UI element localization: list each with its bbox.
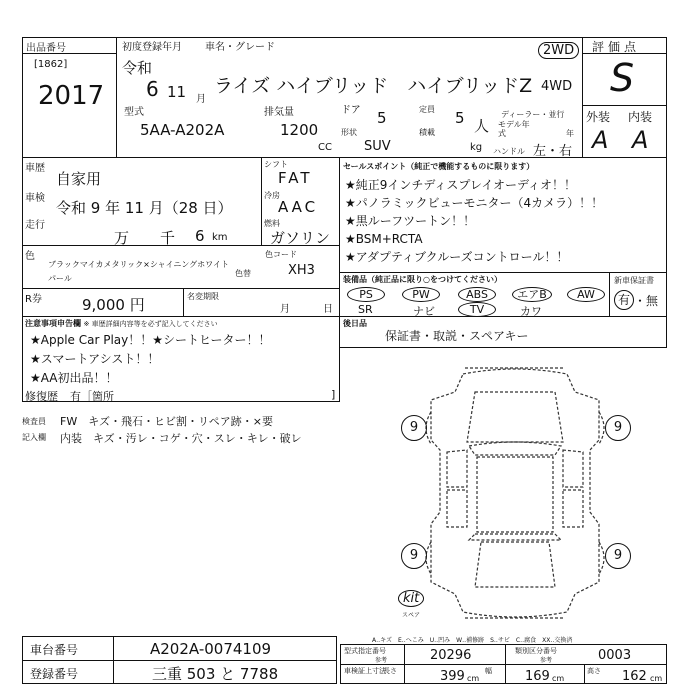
interior-legend: 内装 キズ・汚レ・コゲ・穴・スレ・キレ・破レ [60,432,302,445]
tire-rl: 9 [401,543,427,569]
month-unit: 月 [196,94,206,105]
deadline-label: 名変期限 [187,292,219,301]
equip-airbag: エアB [512,287,552,302]
chassis: A202A-0074109 [150,640,272,658]
width-unit: cm [552,674,565,683]
later-title: 後日品 [343,319,367,328]
fw-legend: FW キズ・飛石・ヒビ割・リペア跡・×要 [60,415,273,428]
plate: 三重 503 と 7788 [152,665,279,683]
width: 169 [525,669,550,684]
lot-number: 2017 [38,81,105,111]
color-code-label: 色コード [265,250,297,259]
color-type-label: 色替 [235,269,251,278]
sales-point: ★アダプティブクルーズコントロール！！ [345,250,569,264]
note-line: ★スマートアシスト！！ [30,352,160,366]
model-year-label: モデル年式 [498,120,530,138]
tire-fr: 9 [605,415,631,441]
cc-label: CC [318,142,332,153]
equip-pw: PW [402,287,440,302]
shape-label: 形状 [341,128,357,137]
person-unit: 人 [474,117,490,135]
equip-navi: ナビ [413,305,435,318]
fuel-label: 燃料 [264,219,280,228]
kit-label: kit [398,590,424,607]
height-unit: cm [650,674,663,683]
lot-sub: [1862] [34,59,68,70]
capacity-label: 定員 [419,105,435,114]
equip-tv: TV [458,302,496,317]
dim-label: 車検証上寸法 [344,667,386,675]
ext-grade: A [592,126,609,154]
rating-label: 評価点 [592,40,641,54]
recycle-fee: 9,000 円 [82,296,145,314]
equip-leather: カワ [520,305,542,318]
height-label: 高さ [587,667,601,675]
ac-label: 冷房 [264,191,280,200]
color-label: 色 [25,251,35,262]
mileage-value: 6 [195,227,205,245]
shift: FAT [278,169,313,187]
sales-title: セールスポイント（純正で機能するものに限ります） [343,162,535,171]
history-label: 車歴 [25,163,45,174]
displacement-label: 排気量 [264,107,294,118]
sales-point: ★パノラミックビューモニター（4カメラ）！！ [345,196,604,210]
checker-label: 検査員 [22,417,46,426]
repair-label: 修復歴 [25,390,58,403]
note-line: ★Apple Car Play！！★シートヒーター！！ [30,333,271,347]
color-code: XH3 [288,263,315,278]
equip-abs: ABS [458,287,496,302]
type-designation-label: 型式指定番号 [344,647,386,655]
reg-label: 初度登録年月 [122,42,182,53]
deadline-month: 月 [280,304,290,315]
year-unit: 年 [566,129,574,138]
warranty-yes: 有 [614,290,634,310]
length: 399 [440,669,465,684]
warranty-label: 新車保証書 [614,276,654,285]
load-label: 積載 [419,128,435,137]
sales-point: ★黒ルーフツートン！！ [345,214,476,228]
history: 自家用 [56,170,102,188]
lot-label: 出品番号 [26,43,66,54]
length-label: 長さ [383,667,397,675]
ref-2: 参考 [540,657,553,664]
deadline-day: 日 [323,304,333,315]
km-unit: km [212,232,228,243]
ext-label: 外装 [586,110,611,124]
class-label: 類別区分番号 [515,647,557,655]
dealer-label: ディーラー・並行 [501,110,565,119]
ref-1: 参考 [375,657,388,664]
sales-point: ★BSM+RCTA [345,232,423,246]
note-line: ★AA初出品！！ [30,371,118,385]
tire-fl: 9 [401,415,427,441]
handle: 左・右 [533,144,573,159]
chassis-label: 車台番号 [30,643,79,657]
tire-rr: 9 [605,543,631,569]
height: 162 [622,669,647,684]
damage-legend: A‥キズ E‥へこみ U‥凹み W‥補修跡 S‥サビ C‥腐食 XX‥交換済 [372,637,573,644]
notes-title-sub: ※ 車歴詳細内容等を必ず記入してください [83,320,218,328]
later-items: 保証書・取説・スペアキー [385,329,529,343]
plate-label: 登録番号 [30,667,79,681]
name-label: 車名・グレード [205,42,275,53]
reg-year: 6 [146,77,159,101]
type-label: 型式 [124,107,144,118]
inspection: 令和 9 年 11 月（28 日） [56,199,233,217]
warranty-no: 無 [646,294,659,308]
displacement: 1200 [280,121,319,139]
color-text: ブラックマイカメタリック×シャイニングホワイトパール [48,260,229,283]
ac: AAC [278,198,319,216]
drive-2wd: 2WD [538,42,579,59]
handle-label: ハンドル [493,147,525,156]
car-name: ライズ ハイブリッド ハイブリッドZ [214,75,533,97]
shape: SUV [364,139,391,154]
spare-label: スペア [402,612,421,619]
doors: 5 [377,109,387,127]
shift-label: シフト [264,160,288,169]
equipment-title: 装備品（純正品に限り○をつけてください） [343,275,502,284]
inspection-label: 車検 [25,193,45,204]
recycle-label: R券 [25,294,42,305]
type-designation: 20296 [430,648,472,663]
capacity: 5 [455,109,465,127]
sales-point: ★純正9インチディスプレイオーディオ！！ [345,178,577,192]
kg-unit: kg [470,142,483,153]
rating: S [610,56,635,100]
notes-title-text: 注意事項申告欄 [25,319,81,328]
car-diagram [385,362,645,624]
int-grade: A [632,126,649,154]
mileage-sen: 千 [160,229,176,247]
notes-lines [30,331,271,388]
fuel: ガソリン [270,229,331,247]
era: 令和 [122,59,153,77]
equip-ps: PS [347,287,385,302]
mileage-label: 走行 [25,220,45,231]
equip-sr: SR [358,303,373,316]
drive-4wd: 4WD [541,79,573,94]
entry-label: 記入欄 [22,433,46,442]
door-label: ドア [341,105,361,116]
warranty-sep: ・ [634,294,647,308]
mileage-man: 万 [114,229,130,247]
sales-points [345,176,603,266]
repair-value: 有［箇所 [70,390,114,403]
class-num: 0003 [598,648,632,663]
int-label: 内装 [628,110,653,124]
length-unit: cm [467,674,480,683]
model-code: 5AA-A202A [140,121,225,139]
equip-aw: AW [567,287,605,302]
width-label: 幅 [485,667,492,675]
reg-month: 11 [167,83,187,101]
repair-bracket: ] [331,388,336,401]
notes-title [25,318,218,329]
